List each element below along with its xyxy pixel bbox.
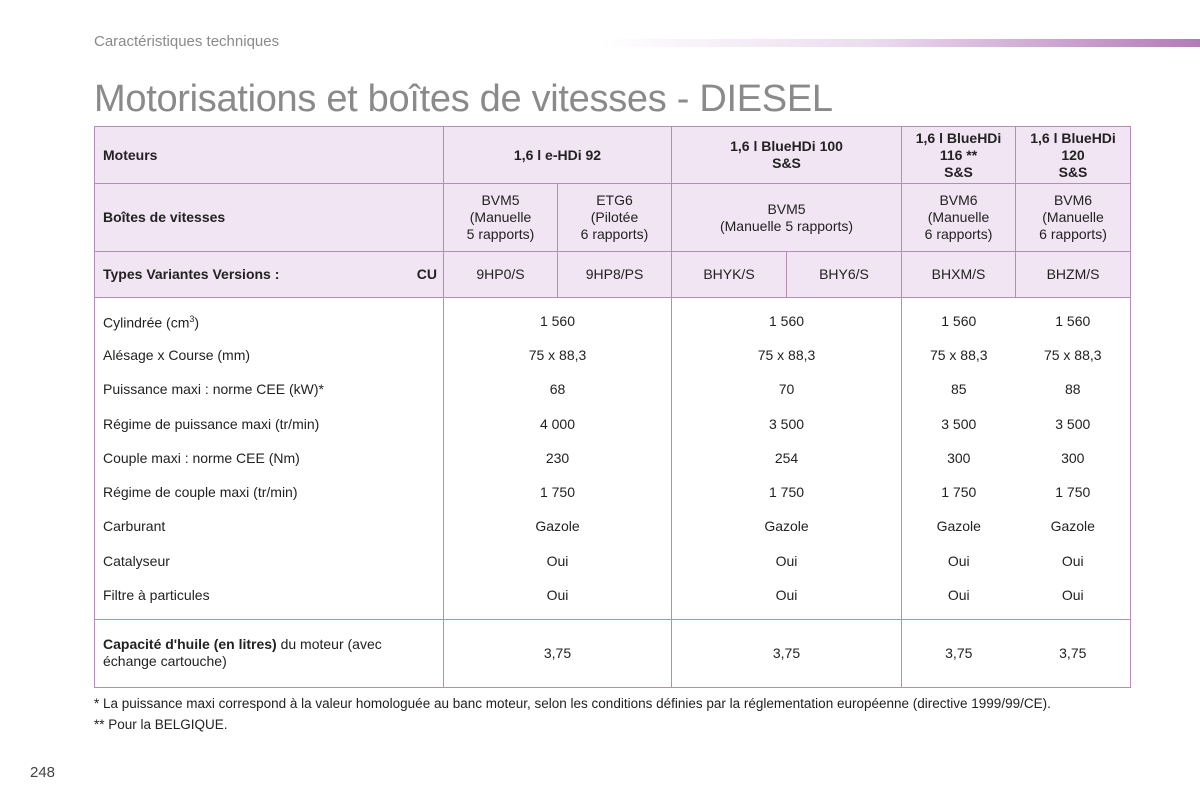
spec-value: 4 000 — [444, 407, 672, 441]
spec-label: Catalyseur — [95, 544, 444, 578]
spec-value: 1 750 — [672, 475, 902, 509]
spec-value: 230 — [444, 441, 672, 475]
spec-value: Oui — [672, 578, 902, 619]
gearbox-cell — [444, 184, 558, 252]
gearbox-code: BVM5 — [767, 200, 806, 217]
spec-value: Oui — [672, 544, 902, 578]
footnote-belgium: ** Pour la BELGIQUE. — [94, 716, 228, 732]
engines-label: Moteurs — [95, 127, 444, 184]
gearbox-ratios: 6 rapports) — [924, 226, 993, 242]
spec-row — [95, 407, 1131, 441]
engine-tag: S&S — [772, 155, 801, 171]
spec-value: 1 560 — [902, 298, 1016, 339]
gearbox-type: (Manuelle 5 rapports) — [719, 217, 854, 234]
spec-value: Gazole — [444, 510, 672, 544]
oil-capacity-value: 3,75 — [1016, 619, 1131, 687]
gearbox-code: BVM5 — [481, 192, 520, 208]
spec-value: 1 560 — [1016, 298, 1131, 339]
gearbox-type: (Manuelle — [1042, 209, 1104, 225]
page-title: Motorisations et boîtes de vitesses - DIESEL — [94, 78, 833, 120]
spec-row-cylindree — [95, 298, 1131, 339]
spec-value: Oui — [1016, 578, 1131, 619]
oil-capacity-value: 3,75 — [672, 619, 902, 687]
engines-header-row — [95, 127, 1131, 184]
spec-row — [95, 544, 1131, 578]
type-code: BHY6/S — [787, 252, 902, 298]
spec-value: 1 750 — [444, 475, 672, 509]
engine-header-cell — [1016, 127, 1131, 184]
spec-value: Oui — [902, 544, 1016, 578]
header-accent-bar — [600, 39, 1200, 47]
types-header-row — [95, 252, 1131, 298]
gearbox-code: BVM6 — [1053, 192, 1093, 208]
footnotes — [94, 694, 1094, 735]
oil-capacity-row — [95, 619, 1131, 687]
engine-tag: S&S — [944, 163, 973, 180]
spec-row — [95, 510, 1131, 544]
gearbox-ratios: 6 rapports) — [1039, 226, 1107, 242]
gearbox-cell — [672, 184, 902, 252]
spec-label: Alésage x Course (mm) — [95, 338, 444, 372]
superscript: 3 — [189, 313, 195, 324]
engine-name: 1,6 l BlueHDi 100 — [730, 138, 843, 154]
engine-power: 120 — [1061, 146, 1085, 163]
gearboxes-label: Boîtes de vitesses — [95, 184, 444, 252]
oil-capacity-value: 3,75 — [902, 619, 1016, 687]
type-code: BHXM/S — [902, 252, 1016, 298]
gearbox-type: (Pilotée — [590, 209, 639, 225]
engine-name: 1,6 l BlueHDi — [915, 129, 1002, 146]
spec-value: 70 — [672, 373, 902, 407]
gearbox-type: (Manuelle — [927, 209, 990, 225]
spec-label — [95, 298, 444, 339]
spec-value: Oui — [1016, 544, 1131, 578]
type-code: BHZM/S — [1016, 252, 1131, 298]
gearbox-type: (Manuelle — [469, 209, 532, 225]
type-code: BHYK/S — [672, 252, 787, 298]
type-code: 9HP8/PS — [558, 252, 672, 298]
gearboxes-header-row — [95, 184, 1131, 252]
cu-label: CU — [416, 266, 437, 282]
spec-row — [95, 338, 1131, 372]
spec-value: Oui — [902, 578, 1016, 619]
footnote-power: * La puissance maxi correspond à la valeur homologuée au banc moteur, selon les conditions définies par la réglementation européenne (directive 1999/99/CE). — [94, 696, 1051, 711]
types-label-cell — [95, 252, 444, 298]
spec-value: 75 x 88,3 — [1016, 338, 1131, 372]
spec-value: 88 — [1016, 373, 1131, 407]
spec-value: 85 — [902, 373, 1016, 407]
spec-label: Filtre à particules — [95, 578, 444, 619]
spec-value: 3 500 — [672, 407, 902, 441]
spec-value: 68 — [444, 373, 672, 407]
spec-value: 3 500 — [1016, 407, 1131, 441]
spec-label-text: Cylindrée (cm — [103, 314, 190, 331]
spec-value: 254 — [672, 441, 902, 475]
spec-row — [95, 441, 1131, 475]
spec-label: Couple maxi : norme CEE (Nm) — [95, 441, 444, 475]
page-number: 248 — [30, 764, 56, 781]
gearbox-cell — [1016, 184, 1131, 252]
engine-header-cell — [672, 127, 902, 184]
engine-header-cell — [444, 127, 672, 184]
spec-value: 3 500 — [902, 407, 1016, 441]
spec-value: 75 x 88,3 — [672, 338, 902, 372]
oil-capacity-value: 3,75 — [444, 619, 672, 687]
spec-value: 300 — [1016, 441, 1131, 475]
spec-label: Régime de couple maxi (tr/min) — [95, 475, 444, 509]
spec-label: Régime de puissance maxi (tr/min) — [95, 407, 444, 441]
engine-tag: S&S — [1058, 163, 1088, 180]
spec-value: 1 750 — [1016, 475, 1131, 509]
diesel-spec-table — [94, 126, 1131, 688]
spec-label: Carburant — [95, 510, 444, 544]
spec-value: 75 x 88,3 — [902, 338, 1016, 372]
spec-row — [95, 475, 1131, 509]
spec-value: 75 x 88,3 — [444, 338, 672, 372]
spec-value: 1 560 — [444, 298, 672, 339]
spec-value: Gazole — [672, 510, 902, 544]
spec-value: Gazole — [1016, 510, 1131, 544]
oil-capacity-label — [95, 619, 444, 687]
spec-value: Gazole — [902, 510, 1016, 544]
spec-value: 1 560 — [672, 298, 902, 339]
oil-label-bold: Capacité d'huile (en litres) — [103, 636, 277, 653]
engine-name: 1,6 l BlueHDi — [1030, 129, 1116, 146]
engine-name: 1,6 l e-HDi 92 — [513, 146, 602, 163]
gearbox-code: BVM6 — [939, 192, 978, 208]
gearbox-ratios: 6 rapports) — [580, 226, 649, 242]
spec-value: Oui — [444, 544, 672, 578]
spec-label-end: ) — [194, 314, 200, 331]
section-label: Caractéristiques techniques — [94, 33, 280, 50]
spec-row — [95, 373, 1131, 407]
gearbox-cell — [902, 184, 1016, 252]
spec-label: Puissance maxi : norme CEE (kW)* — [95, 373, 444, 407]
types-label: Types Variantes Versions : — [103, 266, 280, 282]
spec-row — [95, 578, 1131, 619]
spec-value: 1 750 — [902, 475, 1016, 509]
gearbox-ratios: 5 rapports) — [466, 226, 535, 242]
engine-power: 116 ** — [939, 146, 978, 163]
type-code: 9HP0/S — [444, 252, 558, 298]
gearbox-code: ETG6 — [596, 192, 633, 208]
gearbox-cell — [558, 184, 672, 252]
engine-header-cell — [902, 127, 1016, 184]
spec-value: Oui — [444, 578, 672, 619]
oil-label-rest: du moteur (avec échange cartouche) — [103, 636, 382, 670]
spec-value: 300 — [902, 441, 1016, 475]
